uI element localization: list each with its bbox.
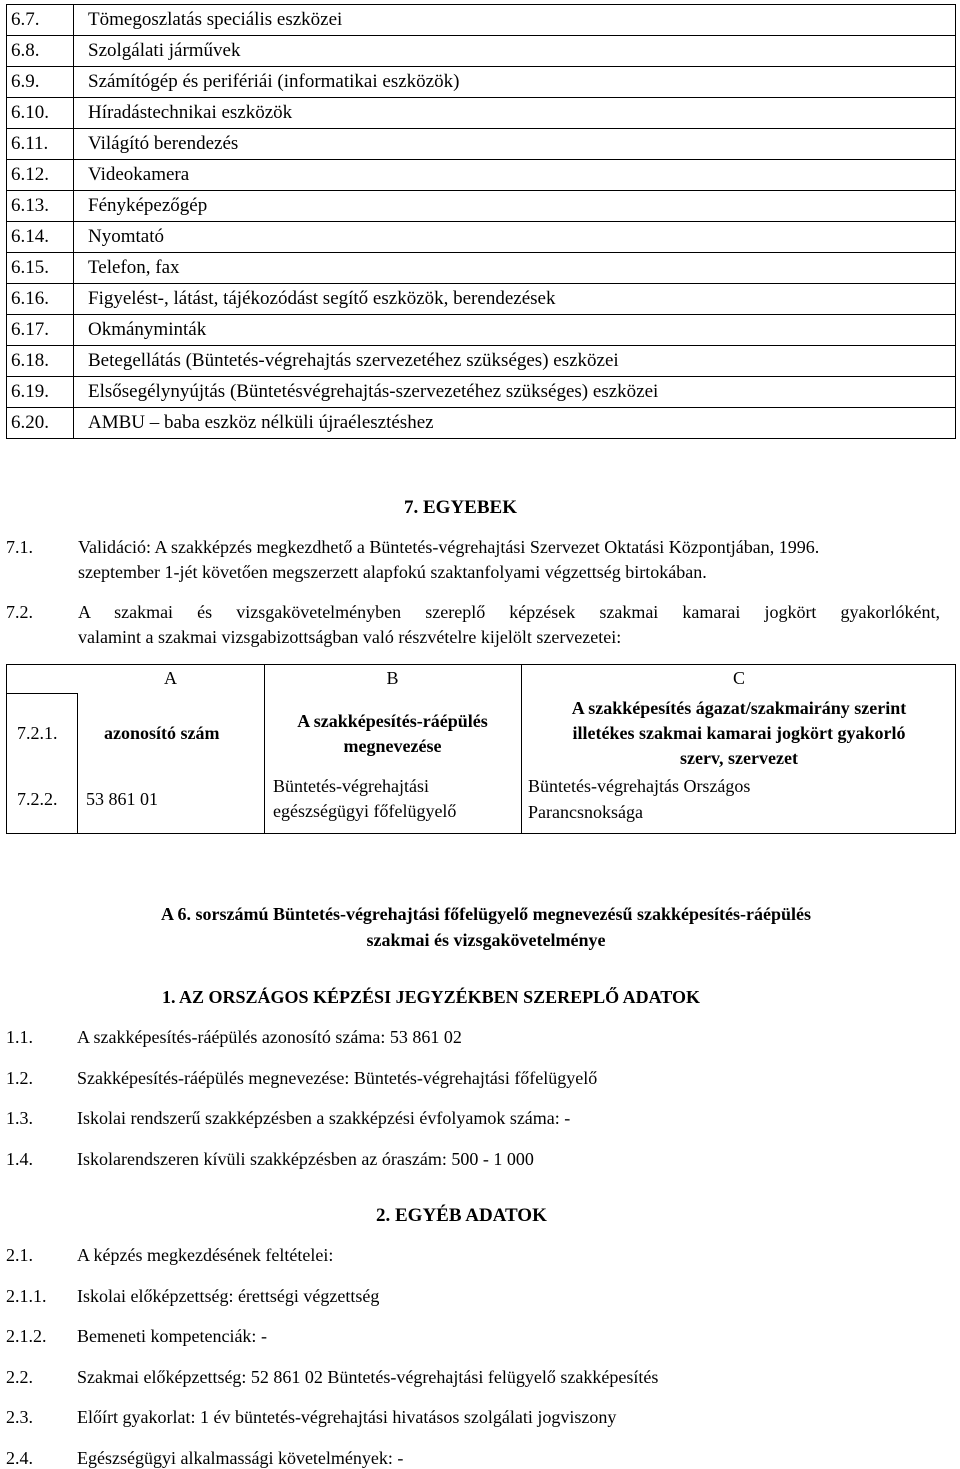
section-1-item-text: Iskolai rendszerű szakképzésben a szakképzési évfolyamok száma: - <box>77 1108 571 1128</box>
section-2-item-text: Iskolai előképzettség: érettségi végzettség <box>77 1285 380 1306</box>
list-row-text: Világító berendezés <box>74 129 956 160</box>
list-row-number: 6.19. <box>7 377 74 408</box>
list-row-number: 6.17. <box>7 315 74 346</box>
list-row-text: AMBU – baba eszköz nélküli újraélesztéshez <box>74 408 956 439</box>
section-2-item-number: 2.1.2. <box>6 1326 47 1346</box>
list-row <box>7 284 956 315</box>
column-letter-a: A <box>164 668 177 688</box>
list-row-text: Nyomtató <box>74 222 956 253</box>
header-name-line1: A szakképesítés-ráépülés <box>297 711 488 731</box>
section-1-item-text: Szakképesítés-ráépülés megnevezése: Büntetés-végrehajtási főfelügyelő <box>77 1067 598 1088</box>
section-1-heading: 1. AZ ORSZÁGOS KÉPZÉSI JEGYZÉKBEN SZEREPLŐ ADATOK <box>162 987 700 1007</box>
list-row <box>7 346 956 377</box>
list-row-number: 6.13. <box>7 191 74 222</box>
document-title-line1: A 6. sorszámú Büntetés-végrehajtási főfelügyelő megnevezésű szakképesítés-ráépülés <box>160 904 812 924</box>
item-7-2-number: 7.2. <box>6 602 33 622</box>
list-row-number: 6.9. <box>7 67 74 98</box>
data-name-line2: egészségügyi főfelügyelő <box>273 801 457 821</box>
section-2-item-number: 2.1.1. <box>6 1285 47 1306</box>
section-2-item-text: Előírt gyakorlat: 1 év büntetés-végrehajtási hivatásos szolgálati jogviszony <box>77 1407 617 1427</box>
list-row <box>7 408 956 439</box>
data-chamber-line1: Büntetés-végrehajtás Országos <box>528 776 751 796</box>
column-letter-c: C <box>732 668 745 688</box>
section-2-item-number: 2.2. <box>6 1366 33 1387</box>
list-row-text: Számítógép és perifériái (informatikai eszközök) <box>74 67 956 98</box>
list-row-text: Elsősegélynyújtás (Büntetésvégrehajtás-szervezetéhez szükséges) eszközei <box>74 377 956 408</box>
list-row <box>7 129 956 160</box>
item-7-1-line2: szeptember 1-jét követően megszerzett alapfokú szaktanfolyami végzettség birtokában. <box>78 562 707 582</box>
organisations-table <box>6 664 956 834</box>
data-row-number: 7.2.2. <box>17 789 58 809</box>
header-row-number: 7.2.1. <box>17 723 58 743</box>
section-2-item-number: 2.4. <box>6 1447 33 1468</box>
section-2-item-number: 2.1. <box>6 1245 33 1265</box>
list-row-number: 6.11. <box>7 129 74 160</box>
equipment-list-body <box>7 5 956 439</box>
list-row <box>7 253 956 284</box>
item-7-1-line1: Validáció: A szakképzés megkezdhető a Büntetés-végrehajtási Szervezet Oktatási Központjában, 1996. <box>78 537 820 557</box>
data-identifier: 53 861 01 <box>86 789 158 809</box>
section-2-item-text: Bemeneti kompetenciák: - <box>77 1326 267 1346</box>
item-7-2-line1: A szakmai és vizsgakövetelményben szereplő képzések szakmai kamarai jogkört gyakorlóként, <box>78 602 940 622</box>
header-chamber-line3: szerv, szervezet <box>680 748 798 768</box>
list-row <box>7 98 956 129</box>
list-row-text: Videokamera <box>74 160 956 191</box>
list-row-text: Telefon, fax <box>74 253 956 284</box>
table-divider <box>77 693 78 833</box>
list-row <box>7 160 956 191</box>
section-2-item-text: A képzés megkezdésének feltételei: <box>77 1245 334 1265</box>
section-7-heading: 7. EGYEBEK <box>404 497 517 518</box>
item-7-2-line2: valamint a szakmai vizsgabizottságban való részvételre kijelölt szervezetei: <box>78 627 622 647</box>
list-row-text: Híradástechnikai eszközök <box>74 98 956 129</box>
list-row-text: Tömegoszlatás speciális eszközei <box>74 5 956 36</box>
list-row-number: 6.18. <box>7 346 74 377</box>
section-1-item-number: 1.2. <box>6 1067 33 1088</box>
equipment-list-table <box>6 4 956 439</box>
section-1-item-number: 1.1. <box>6 1027 33 1047</box>
list-row <box>7 36 956 67</box>
list-row-text: Szolgálati járművek <box>74 36 956 67</box>
list-row-number: 6.20. <box>7 408 74 439</box>
list-row-text: Fényképezőgép <box>74 191 956 222</box>
list-row <box>7 5 956 36</box>
header-chamber-line1: A szakképesítés ágazat/szakmairány szerint <box>571 698 907 718</box>
header-name-line2: megnevezése <box>343 736 442 756</box>
document-title-line2: szakmai és vizsgakövetelménye <box>366 930 606 950</box>
section-1-item-text: A szakképesítés-ráépülés azonosító száma: 53 861 02 <box>77 1027 462 1047</box>
data-chamber-line2: Parancsnoksága <box>528 802 643 822</box>
list-row-number: 6.15. <box>7 253 74 284</box>
list-row-text: Betegellátás (Büntetés-végrehajtás szervezetéhez szükséges) eszközei <box>74 346 956 377</box>
list-row <box>7 222 956 253</box>
list-row-number: 6.12. <box>7 160 74 191</box>
list-row <box>7 377 956 408</box>
list-row-text: Figyelést-, látást, tájékozódást segítő eszközök, berendezések <box>74 284 956 315</box>
section-2-heading: 2. EGYÉB ADATOK <box>376 1205 547 1226</box>
section-1-item-number: 1.3. <box>6 1108 33 1128</box>
list-row-text: Okmányminták <box>74 315 956 346</box>
table-divider <box>7 693 77 694</box>
section-1-item-text: Iskolarendszeren kívüli szakképzésben az óraszám: 500 - 1 000 <box>77 1148 534 1169</box>
header-chamber-line2: illetékes szakmai kamarai jogkört gyakorló <box>572 723 906 743</box>
data-name-line1: Büntetés-végrehajtási <box>273 776 429 796</box>
list-row-number: 6.8. <box>7 36 74 67</box>
section-2-item-text: Szakmai előképzettség: 52 861 02 Büntetés-végrehajtási felügyelő szakképesítés <box>77 1366 659 1387</box>
list-row-number: 6.16. <box>7 284 74 315</box>
list-row-number: 6.7. <box>7 5 74 36</box>
section-2-item-text: Egészségügyi alkalmassági követelmények: - <box>77 1447 404 1468</box>
header-identifier: azonosító szám <box>104 723 220 743</box>
list-row <box>7 315 956 346</box>
section-1-item-number: 1.4. <box>6 1148 33 1169</box>
section-2-item-number: 2.3. <box>6 1407 33 1427</box>
column-letter-b: B <box>386 668 399 688</box>
list-row-number: 6.10. <box>7 98 74 129</box>
list-row-number: 6.14. <box>7 222 74 253</box>
list-row <box>7 191 956 222</box>
item-7-1-number: 7.1. <box>6 537 33 557</box>
list-row <box>7 67 956 98</box>
